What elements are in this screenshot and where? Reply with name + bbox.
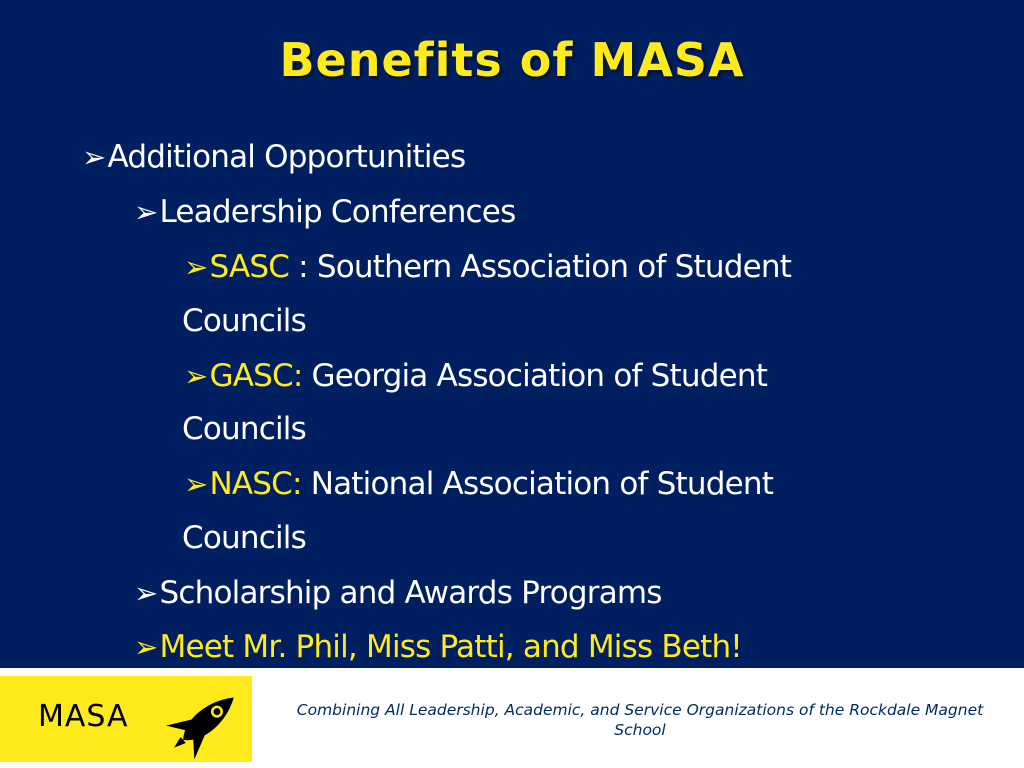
bullet-gasc-continuation: Councils <box>182 411 306 447</box>
bullet-nasc-continuation: Councils <box>182 520 306 556</box>
arrow-bullet-icon: ➢ <box>184 250 208 284</box>
masa-logo-text: MASA <box>38 699 129 734</box>
gasc-label: GASC: <box>209 358 303 394</box>
arrow-bullet-icon: ➢ <box>134 576 158 610</box>
bullet-additional-opportunities: ➢Additional Opportunities <box>82 139 466 175</box>
footer-tagline: Combining All Leadership, Academic, and Service Organizations of the Rockdale Magnet School <box>296 701 984 739</box>
rocket-icon <box>162 680 252 760</box>
nasc-label: NASC: <box>209 466 302 502</box>
arrow-bullet-icon: ➢ <box>134 195 158 229</box>
bullet-meet-staff: ➢Meet Mr. Phil, Miss Patti, and Miss Beth! <box>134 629 742 665</box>
arrow-bullet-icon: ➢ <box>134 630 158 664</box>
bullet-sasc-continuation: Councils <box>182 303 306 339</box>
bullet-leadership-conferences: ➢Leadership Conferences <box>134 194 516 230</box>
arrow-bullet-icon: ➢ <box>184 359 208 393</box>
slide-title: Benefits of MASA <box>279 33 745 87</box>
bullet-sasc: ➢SASC : Southern Association of Student <box>184 249 792 285</box>
bullet-gasc: ➢GASC: Georgia Association of Student <box>184 358 768 394</box>
arrow-bullet-icon: ➢ <box>82 140 106 174</box>
arrow-bullet-icon: ➢ <box>184 467 208 501</box>
bullet-scholarship-programs: ➢Scholarship and Awards Programs <box>134 575 662 611</box>
sasc-label: SASC <box>209 249 290 285</box>
bullet-nasc: ➢NASC: National Association of Student <box>184 466 774 502</box>
